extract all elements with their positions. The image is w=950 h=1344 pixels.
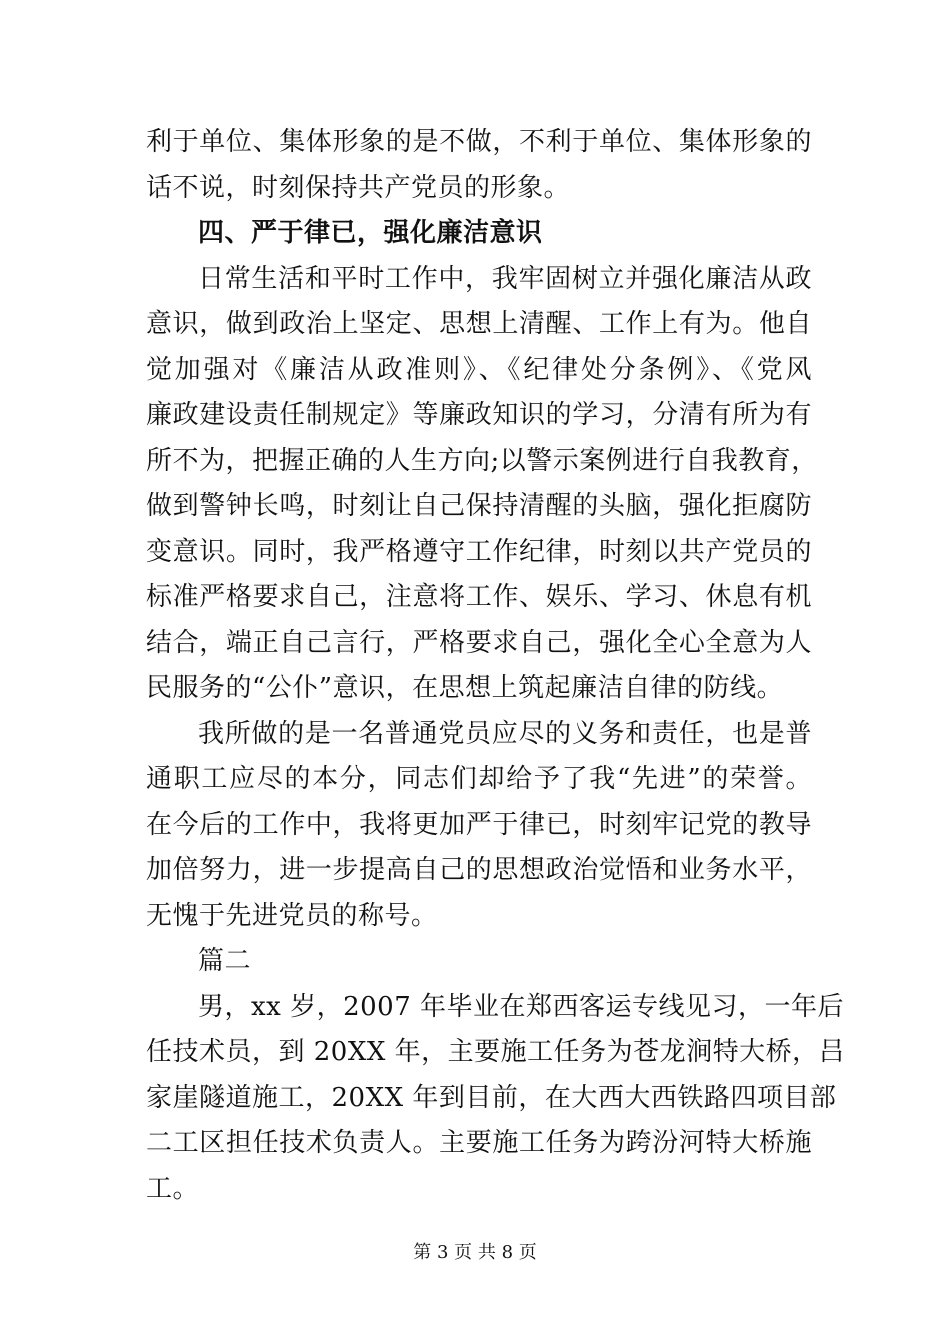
text-line: 标准严格要求自己，注意将工作、娱乐、学习、休息有机	[146, 582, 812, 612]
text-line: 工。	[146, 1173, 200, 1204]
text-line: 做到警钟长鸣，时刻让自己保持清醒的头脑，强化拒腐防	[146, 491, 812, 521]
text-line: 话不说，时刻保持共产党员的形象。	[146, 172, 571, 203]
text-line: 日常生活和平时工作中，我牢固树立并强化廉洁从政	[198, 263, 812, 294]
text-line: 结合，端正自己言行，严格要求自己，强化全心全意为人	[146, 627, 812, 658]
text-line: 加倍努力，进一步提高自己的思想政治觉悟和业务水平，	[146, 855, 812, 885]
text-line: 无愧于先进党员的称号。	[146, 900, 438, 931]
text-line: 利于单位、集体形象的是不做，不利于单位、集体形象的	[146, 127, 812, 157]
text-line: 二工区担任技术负责人。主要施工任务为跨汾河特大桥施	[146, 1128, 812, 1158]
text-line: 廉政建设责任制规定》等廉政知识的学习，分清有所为有	[146, 400, 812, 430]
text-line: 所不为，把握正确的人生方向;以警示案例进行自我教育，	[146, 445, 818, 476]
text-line: 任技术员，到 20XX 年，主要施工任务为苍龙涧特大桥，吕	[146, 1037, 846, 1067]
page-number-footer: 第 3 页 共 8 页	[413, 1242, 537, 1263]
section-label: 篇二	[198, 946, 252, 976]
text-line: 在今后的工作中，我将更加严于律已，时刻牢记党的教导	[146, 809, 812, 840]
text-line: 我所做的是一名普通党员应尽的义务和责任，也是普	[198, 718, 812, 749]
text-line: 觉加强对《廉洁从政准则》、《纪律处分条例》、《党风	[146, 354, 812, 385]
text-line: 意识，做到政治上坚定、思想上清醒、工作上有为。他自	[146, 309, 812, 339]
text-line: 家崖隧道施工，20XX 年到目前，在大西大西铁路四项目部	[146, 1082, 837, 1113]
text-line: 民服务的“公仆”意识，在思想上筑起廉洁自律的防线。	[146, 673, 784, 703]
text-line: 通职工应尽的本分，同志们却给予了我“先进”的荣誉。	[146, 764, 812, 794]
text-line: 变意识。同时，我严格遵守工作纪律，时刻以共产党员的	[146, 536, 812, 567]
document-body	[146, 120, 846, 1212]
text-line: 男，xx 岁，2007 年毕业在郑西客运专线见习，一年后	[198, 991, 845, 1022]
section-heading: 四、严于律已，强化廉洁意识	[198, 218, 543, 248]
